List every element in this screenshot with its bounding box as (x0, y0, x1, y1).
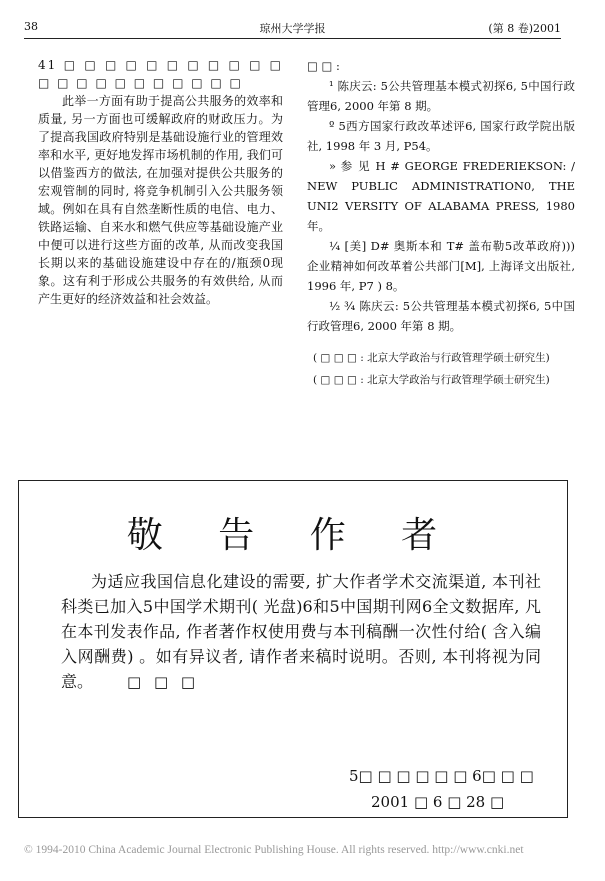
article-left-column (38, 56, 283, 308)
notice-signature: □ □ □ (127, 673, 200, 691)
journal-title: 琼州大学学报 (259, 22, 326, 35)
note-item: » 参 见 H # GEORGE FREDERIEKSON: / NEW PUBLIC ADMINISTRATION0, THE UNI2 VERSITY OF ALABAMA PRESS, 1980 年。 (307, 159, 575, 233)
note-item: º 5西方国家行政改革述评6, 国家行政学院出版社, 1998 年 3 月, P54。 (307, 119, 575, 153)
note-item: ¼ [美] D# 奥斯本和 T# 盖布勒5改革政府))) 企业精神如何改革着公共部门[M], 上海译文出版社, 1996 年, P7 ) 8。 (307, 239, 575, 293)
copyright-footer: © 1994-2010 China Academic Journal Electronic Publishing House. All rights reserved. http://www.cnki.net (24, 844, 524, 856)
page-header (24, 20, 561, 39)
continued-heading: 41 □ □ □ □ □ □ □ □ □ □ □ □ □ □ □ □ □ □ □ □ □ □ (38, 58, 283, 90)
author-affiliation: ( □ □ □ : 北京大学政治与行政管理学硕士研究生) (313, 352, 550, 364)
author-affiliation: ( □ □ □ : 北京大学政治与行政管理学硕士研究生) (313, 374, 550, 386)
notice-box (18, 480, 568, 818)
volume-info: (第 8 卷)2001 (488, 22, 561, 35)
note-item: ½ ¾ 陈庆云: 5公共管理基本模式初探6, 5中国行政管理6, 2000 年第 8 期。 (307, 299, 575, 333)
note-item: ¹ 陈庆云: 5公共管理基本模式初探6, 5中国行政管理6, 2000 年第 8 期。 (307, 79, 575, 113)
notes-heading: □ □ : (307, 59, 340, 73)
body-paragraph: 此举一方面有助于提高公共服务的效率和质量, 另一方面也可缓解政府的财政压力。为了提高我国政府特别是基础设施行业的管理效率和水平, 更好地发挥市场机制的作用, 我们可以借鉴西方的做法, 在加强对提供公共服务的宏观管制的同时, 将竞争机制引入公共服务领域。例如在具有自然垄断性质的电信、电力、铁路运输、自来水和燃气供应等基础设施产业中便可以进行这些方面的改革, 从而改变我国长期以来的基础设施建设中存在的/瓶颈0现象。这有利于形成公共服务的有效供给, 从而产生更好的经济效益和社会效益。 (38, 94, 283, 306)
notice-body: 为适应我国信息化建设的需要, 扩大作者学术交流渠道, 本刊社科类已加入5中国学术期刊( 光盘)6和5中国期刊网6全文数据库, 凡在本刊发表作品, 作者著作权使用费与本刊稿酬一次性付给( 含入编入网酬费) 。如有异议者, 请作者来稿时说明。否则, 本刊将视为同意。 (61, 572, 541, 691)
notes-column (307, 56, 575, 336)
page-number: 38 (24, 20, 38, 33)
notice-issuer: 5□ □ □ □ □ □ 6□ □ □ (349, 767, 534, 785)
notice-date: 2001 □ 6 □ 28 □ (371, 793, 505, 811)
notice-title: 敬 告 作 者 (126, 515, 460, 556)
